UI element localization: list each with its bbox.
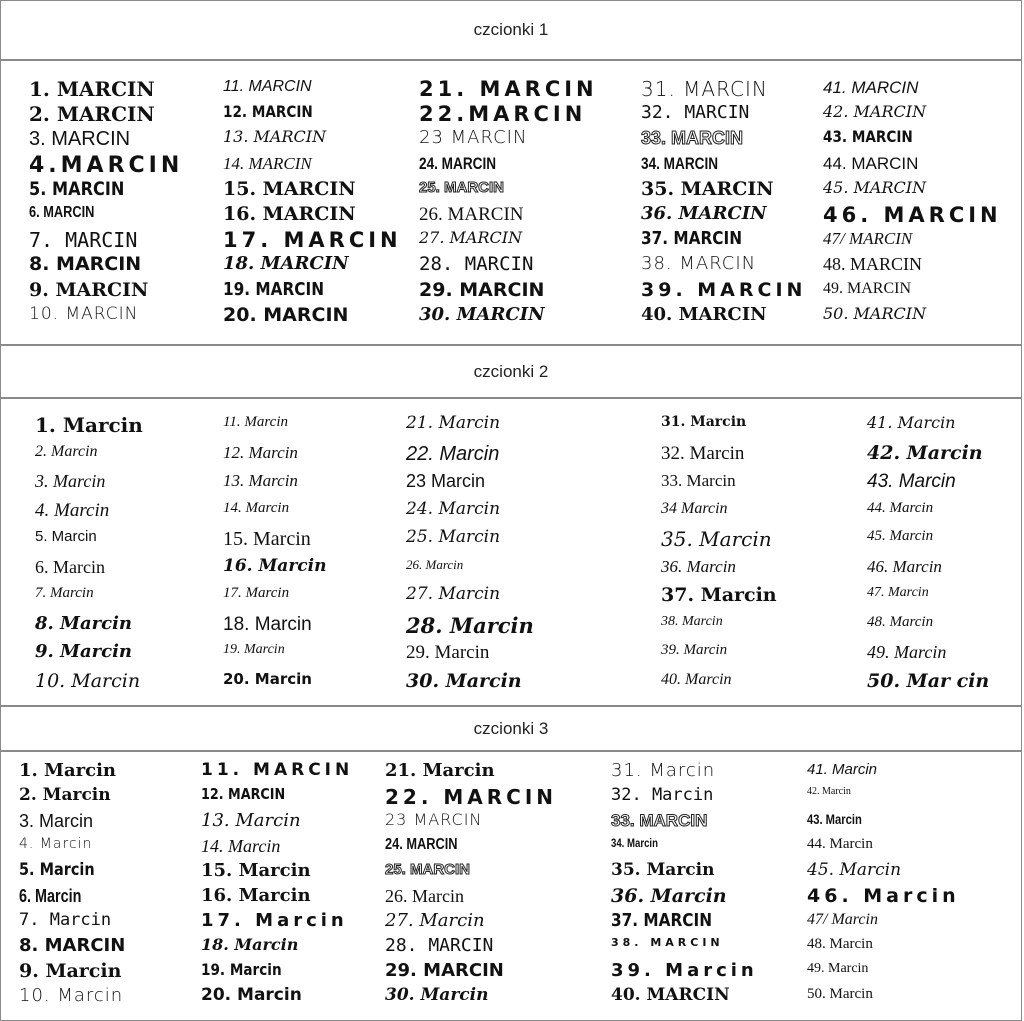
font-sample-s2-26: 26. Marcin [406, 556, 464, 572]
font-sample-s1-17: 17. MARCIN [223, 228, 402, 253]
font-sample-s3-48: 48. Marcin [807, 936, 873, 952]
font-sample-s2-40: 40. Marcin [661, 670, 732, 688]
font-sample-s1-28: 28. MARCIN [419, 253, 534, 276]
font-sample-s3-34: 34. Marcin [611, 836, 658, 850]
font-sample-s1-44: 44. MARCIN [823, 153, 919, 173]
font-sample-s2-13: 13. Marcin [223, 471, 298, 490]
font-sample-s1-50: 50. MARCIN [823, 303, 927, 323]
font-sample-s3-18: 18. Marcin [201, 935, 299, 954]
font-sample-s1-22: 22.MARCIN [419, 102, 587, 127]
section-3-panel [0, 751, 1022, 1021]
font-sample-s3-49: 49. Marcin [807, 961, 869, 976]
font-sample-s2-27: 27. Marcin [406, 584, 501, 604]
section-1-panel [0, 60, 1022, 345]
font-sample-s3-19: 19. Marcin [201, 960, 282, 979]
font-sample-s1-30: 30. MARCIN [419, 303, 545, 325]
font-sample-s2-33: 33. Marcin [661, 471, 736, 490]
font-sample-s1-35: 35. MARCIN [641, 177, 774, 200]
font-sample-s3-28: 28. MARCIN [385, 935, 494, 956]
font-sample-s3-37: 37. MARCIN [611, 910, 713, 931]
font-sample-s2-8: 8. Marcin [35, 612, 133, 634]
font-sample-s3-10: 10. Marcin [19, 985, 124, 1006]
font-sample-s1-29: 29. MARCIN [419, 278, 545, 301]
font-sample-s1-40: 40. MARCIN [641, 303, 767, 325]
font-sample-s3-32: 32. Marcin [611, 785, 714, 805]
font-sample-s2-6: 6. Marcin [35, 556, 105, 577]
font-sample-s2-11: 11. Marcin [223, 414, 288, 430]
font-sample-s3-35: 35. Marcin [611, 860, 715, 880]
font-sample-s1-34: 34. MARCIN [641, 153, 719, 173]
font-sample-s1-14: 14. MARCIN [223, 153, 312, 173]
font-sample-s2-18: 18. Marcin [223, 613, 312, 635]
font-sample-s1-27: 27. MARCIN [419, 228, 523, 248]
font-sample-s2-28: 28. Marcin [406, 612, 534, 638]
font-sample-s2-4: 4. Marcin [35, 499, 110, 521]
font-sample-s1-26: 26. MARCIN [419, 204, 524, 225]
font-sample-s3-46: 46. Marcin [807, 885, 960, 907]
font-sample-s3-30: 30. Marcin [385, 985, 489, 1005]
font-sample-s2-38: 38. Marcin [661, 613, 723, 629]
font-sample-s2-7: 7. Marcin [35, 585, 94, 601]
font-sample-s1-39: 39. MARCIN [641, 278, 807, 301]
font-sample-s1-48: 48. MARCIN [823, 254, 923, 275]
font-sample-s2-1: 1. Marcin [35, 413, 143, 437]
font-sample-s2-50: 50. Mar cin [867, 669, 990, 692]
font-sample-s3-39: 39. Marcin [611, 960, 758, 981]
font-sample-s2-45: 45. Marcin [867, 528, 934, 544]
section-3-header: czcionki 3 [0, 706, 1022, 751]
font-sample-s3-24: 24. MARCIN [385, 836, 458, 853]
font-sample-s3-40: 40. MARCIN [611, 985, 730, 1005]
font-sample-s2-20: 20. Marcin [223, 669, 312, 688]
font-sample-s3-14: 14. Marcin [201, 836, 281, 856]
font-sample-s2-15: 15. Marcin [223, 528, 311, 550]
section-2-header: czcionki 2 [0, 345, 1022, 398]
font-sample-s1-43: 43. MARCIN [823, 127, 913, 147]
font-sample-s2-14: 14. Marcin [223, 499, 290, 516]
font-sample-s1-7: 7. MARCIN [29, 228, 138, 253]
font-sample-s1-1: 1. MARCIN [29, 77, 155, 101]
font-sample-s2-21: 21. Marcin [406, 413, 501, 433]
font-sample-s3-8: 8. MARCIN [19, 935, 126, 956]
font-sample-s1-36: 36. MARCIN [641, 203, 767, 224]
font-sample-s2-46: 46. Marcin [867, 556, 942, 576]
font-sample-s1-32: 32. MARCIN [641, 102, 750, 124]
font-sample-s3-7: 7. Marcin [19, 910, 112, 930]
font-sample-s2-48: 48. Marcin [867, 613, 934, 630]
font-sample-s3-33: 33. MARCIN [611, 811, 708, 830]
font-sample-s1-21: 21. MARCIN [419, 77, 598, 101]
font-sample-s3-26: 26. Marcin [385, 886, 464, 906]
font-sample-s1-25: 25. MARCIN [419, 178, 505, 196]
font-sample-s2-37: 37. Marcin [661, 584, 777, 606]
font-sample-s3-3: 3. Marcin [19, 811, 94, 831]
font-sample-s3-5: 5. Marcin [19, 860, 95, 880]
font-sample-s3-43: 43. Marcin [807, 811, 862, 827]
font-sample-s1-20: 20. MARCIN [223, 303, 349, 326]
font-sample-s1-42: 42. MARCIN [823, 102, 927, 122]
font-sample-s2-30: 30. Marcin [406, 669, 522, 692]
font-sample-s3-13: 13. Marcin [201, 810, 301, 831]
font-sample-s2-3: 3. Marcin [35, 471, 106, 491]
font-sample-s3-27: 27. Marcin [385, 910, 485, 931]
font-sample-s2-19: 19. Marcin [223, 642, 285, 657]
font-sample-s1-47: 47/ MARCIN [823, 229, 913, 249]
font-sample-s3-21: 21. Marcin [385, 760, 495, 781]
font-sample-s1-5: 5. MARCIN [29, 177, 125, 200]
section-2-panel [0, 398, 1022, 706]
font-sample-s2-22: 22. Marcin [406, 442, 500, 465]
font-sample-s2-31: 31. Marcin [661, 414, 747, 430]
font-sample-s3-29: 29. MARCIN [385, 960, 504, 981]
font-sample-s2-43: 43. Marcin [867, 471, 956, 492]
font-sample-s3-9: 9. Marcin [19, 960, 122, 982]
font-sample-s3-12: 12. MARCIN [201, 785, 286, 803]
font-sample-s3-20: 20. Marcin [201, 985, 302, 1005]
font-sample-s1-45: 45. MARCIN [823, 177, 927, 197]
font-sample-s2-10: 10. Marcin [35, 669, 141, 692]
section-1-header: czcionki 1 [0, 0, 1022, 60]
font-sample-s3-42: 42. Marcin [807, 786, 851, 797]
font-sample-s1-46: 46. MARCIN [823, 203, 1002, 227]
font-sample-s2-5: 5. Marcin [35, 528, 97, 545]
font-sample-s1-49: 49. MARCIN [823, 279, 912, 297]
font-sample-s1-12: 12. MARCIN [223, 102, 313, 122]
font-sample-s1-4: 4.MARCIN [29, 152, 184, 178]
font-sample-s3-15: 15. Marcin [201, 860, 311, 881]
font-sample-s3-25: 25. MARCIN [385, 861, 471, 878]
font-sample-s3-38: 38. MARCIN [611, 936, 724, 949]
font-sample-s2-47: 47. Marcin [867, 585, 929, 600]
font-sample-s3-31: 31. Marcin [611, 760, 716, 781]
font-sample-s2-32: 32. Marcin [661, 442, 745, 464]
font-sample-s2-49: 49. Marcin [867, 642, 947, 662]
font-sample-s2-23: 23 Marcin [406, 471, 486, 491]
font-sample-s3-17: 17. Marcin [201, 910, 348, 931]
font-sample-s1-37: 37. MARCIN [641, 228, 743, 250]
font-sample-s3-50: 50. Marcin [807, 986, 873, 1002]
font-sample-s3-6: 6. Marcin [19, 886, 82, 906]
font-sample-s2-9: 9. Marcin [35, 641, 133, 662]
font-sample-s3-1: 1. Marcin [19, 760, 117, 781]
font-sample-s1-18: 18. MARCIN [223, 253, 349, 275]
font-sample-s1-2: 2. MARCIN [29, 102, 155, 127]
font-sample-s1-13: 13. MARCIN [223, 127, 327, 147]
font-sample-s3-44: 44. Marcin [807, 836, 873, 852]
font-sample-s3-11: 11. MARCIN [201, 760, 354, 780]
font-sample-s3-22: 22. MARCIN [385, 785, 558, 809]
font-sample-s1-31: 31. MARCIN [641, 77, 768, 101]
font-sample-s3-47: 47/ Marcin [807, 911, 878, 928]
font-sample-s1-41: 41. MARCIN [823, 78, 919, 97]
font-sample-s2-29: 29. Marcin [406, 642, 490, 663]
font-sample-s1-8: 8. MARCIN [29, 253, 142, 276]
font-sample-s3-16: 16. Marcin [201, 885, 311, 906]
font-sample-s2-16: 16. Marcin [223, 555, 327, 576]
font-sample-s3-23: 23 MARCIN [385, 810, 483, 829]
font-sample-s3-41: 41. Marcin [807, 761, 878, 778]
font-sample-s2-36: 36. Marcin [661, 556, 736, 576]
font-sample-s2-24: 24. Marcin [406, 498, 501, 519]
font-sample-s1-15: 15. MARCIN [223, 177, 356, 200]
font-sample-s1-6: 6. MARCIN [29, 204, 95, 221]
font-sample-s1-19: 19. MARCIN [223, 278, 325, 300]
font-sample-s2-42: 42. Marcin [867, 441, 983, 464]
font-sample-s2-17: 17. Marcin [223, 585, 290, 601]
font-sample-s1-3: 3. MARCIN [29, 128, 131, 151]
font-sample-s3-36: 36. Marcin [611, 885, 727, 907]
font-sample-s2-34: 34 Marcin [661, 499, 728, 517]
font-sample-s1-33: 33. MARCIN [641, 128, 744, 149]
font-sample-s2-25: 25. Marcin [406, 527, 501, 547]
font-sample-s2-2: 2. Marcin [35, 442, 98, 460]
font-sample-s1-9: 9. MARCIN [29, 278, 149, 301]
font-sample-s1-38: 38. MARCIN [641, 253, 757, 275]
font-sample-s2-41: 41. Marcin [867, 413, 956, 432]
font-sample-s3-4: 4. Marcin [19, 836, 93, 852]
font-sample-s2-39: 39. Marcin [661, 642, 728, 658]
font-sample-s1-16: 16. MARCIN [223, 203, 356, 225]
font-sample-s3-45: 45. Marcin [807, 860, 902, 880]
font-sample-s2-44: 44. Marcin [867, 499, 934, 516]
font-sample-s2-35: 35. Marcin [661, 527, 772, 551]
font-sample-s2-12: 12. Marcin [223, 442, 298, 462]
font-sample-s1-24: 24. MARCIN [419, 153, 497, 173]
font-sample-s3-2: 2. Marcin [19, 785, 111, 805]
font-sample-s1-10: 10. MARCIN [29, 303, 139, 324]
font-sample-s1-11: 11. MARCIN [223, 78, 312, 95]
font-sample-s1-23: 23 MARCIN [419, 127, 528, 149]
